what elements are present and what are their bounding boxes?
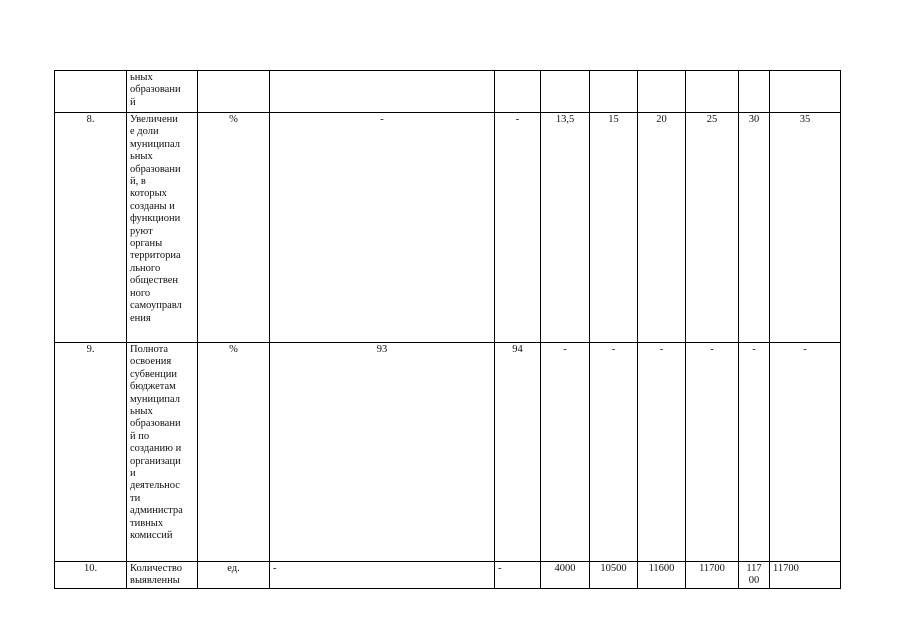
indicator-name-cell-line: ьных [130,72,153,83]
indicator-name-cell [127,562,198,589]
indicator-name-cell-line: ьных [130,406,153,418]
year5-value-cell-line: - [752,344,756,355]
year6-value-cell [770,71,841,113]
indicator-name-cell-line: образовани [130,84,181,96]
year3-value-cell [638,71,686,113]
indicator-name-cell-line: созданию и [130,443,182,455]
indicator-name-cell-line: Полнота [130,344,169,355]
indicator-name-cell-line: й [130,96,136,108]
indicator-name-cell-line: руют [130,225,153,237]
indicator-name-cell-line: которых [130,188,167,200]
indicator-name-cell [127,71,198,113]
indicator-name-cell-line: льного [130,262,161,274]
year3-value-cell: 11600 [638,562,686,589]
base-value-cell: 93 [270,343,495,562]
year5-value-cell-line: 00 [748,575,760,587]
indicator-name-cell-line: муниципал [130,138,180,150]
unit-cell: % [198,343,270,562]
year5-value-cell [739,562,770,589]
indicator-name-cell-line: территориа [130,250,181,262]
year6-value-cell: 35 [770,113,841,343]
indicator-name-cell-line: администра [130,505,183,517]
prev-value-cell [495,71,541,113]
year5-value-cell [739,113,770,343]
base-value-cell: - [270,562,495,589]
indicator-name-cell-line: комиссий [130,530,173,542]
year2-value-cell: 15 [590,113,638,343]
indicator-name-cell-line: обществен [130,275,179,287]
indicator-name-cell-line: тивных [130,517,164,529]
row-number-cell: 9. [55,343,127,562]
prev-value-cell: 94 [495,343,541,562]
year4-value-cell: 25 [686,113,739,343]
indicator-name-cell-line: созданы и [130,200,175,212]
indicator-name-cell-line: выявленны [130,575,180,587]
unit-cell [198,71,270,113]
row-number-cell [55,71,127,113]
row-number-cell: 10. [55,562,127,589]
indicator-name-cell-line: образовани [130,418,181,430]
indicator-name-cell-line: е доли [130,126,159,138]
year4-value-cell [686,71,739,113]
year1-value-cell [541,71,590,113]
year1-value-cell: - [541,343,590,562]
table-row [55,71,841,113]
year6-value-cell: 11700 [770,562,841,589]
unit-cell: ед. [198,562,270,589]
indicator-name-cell-line: органы [130,238,163,250]
indicator-name-cell-line: ьных [130,151,153,163]
indicator-name-cell [127,113,198,343]
indicator-name-cell-line: бюджетам [130,381,176,393]
year4-value-cell: 11700 [686,562,739,589]
year5-value-cell-line: 117 [746,563,762,574]
indicator-name-cell-line: ного [130,287,151,299]
table-row [55,113,841,343]
base-value-cell: - [270,113,495,343]
indicator-name-cell-line: функциони [130,213,181,225]
unit-cell: % [198,113,270,343]
table-row [55,343,841,562]
year2-value-cell: 10500 [590,562,638,589]
year4-value-cell: - [686,343,739,562]
prev-value-cell: - [495,562,541,589]
indicator-name-cell-line: й по [130,430,150,442]
indicator-name-cell-line: и [130,468,136,480]
indicator-name-cell-line: Количество [130,563,183,574]
year1-value-cell: 4000 [541,562,590,589]
indicator-name-cell-line: муниципал [130,393,180,405]
indicator-name-cell-line: Увеличени [130,114,178,125]
year3-value-cell: 20 [638,113,686,343]
row-number-cell: 8. [55,113,127,343]
year6-value-cell: - [770,343,841,562]
prev-value-cell: - [495,113,541,343]
year1-value-cell: 13,5 [541,113,590,343]
year5-value-cell [739,343,770,562]
indicator-name-cell-line: й, в [130,176,146,188]
indicator-name-cell-line: субвенции [130,368,178,380]
indicator-name-cell-line: деятельнос [130,480,180,492]
year2-value-cell: - [590,343,638,562]
indicator-name-cell-line: организаци [130,455,181,467]
base-value-cell [270,71,495,113]
year3-value-cell: - [638,343,686,562]
indicator-name-cell-line: ения [130,312,151,324]
indicator-name-cell-line: самоуправл [130,300,182,312]
table-row [55,562,841,589]
indicators-table [54,70,841,589]
indicator-name-cell [127,343,198,562]
indicator-name-cell-line: образовани [130,163,181,175]
indicator-name-cell-line: ти [130,492,141,504]
indicator-name-cell-line: освоения [130,356,172,368]
year5-value-cell [739,71,770,113]
year5-value-cell-line: 30 [748,114,760,125]
year2-value-cell [590,71,638,113]
